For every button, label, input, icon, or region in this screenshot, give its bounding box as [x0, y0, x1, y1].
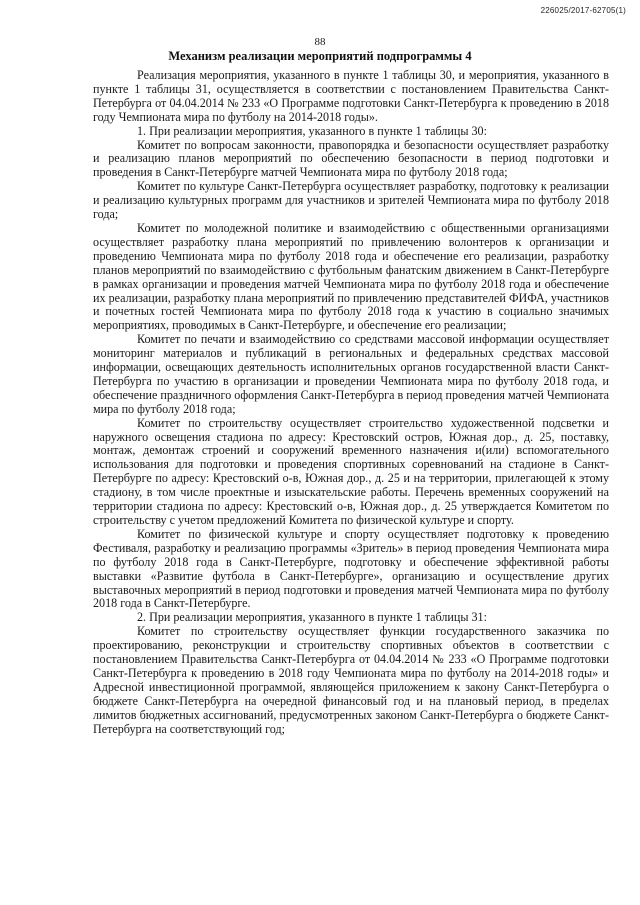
paragraph-construction-committee: Комитет по строительству осуществляет строительство художественной подсветки и наружного освещения стадиона по адресу: Крестовский остров, Южная дор., д. 25, поставку, монтаж, демонтаж строений и сооружений временного назначения и(или) вспомогательного использования для подготовки и проведения спортивных соревнований на стадионе в Санкт-Петербурге по адресу: Крестовский о-в, Южная дор., д. 25 и на территории, прилегающей к этому стадиону, в том числе проектные и изыскательские работы. Перечень временных сооружений на территории стадиона по адресу: Крестовский о-в, Южная дор., д. 25 утверждается Комитетом по строительству с учетом предложений Комитета по физической культуре и спорту. — [93, 415, 609, 527]
paragraph-security-committee: Комитет по вопросам законности, правопорядка и безопасности осуществляет разработку и реализацию планов мероприятий по обеспечению безопасности в период подготовки и проведения в Санкт-Петербурге матчей Чемпионата мира по футболу 2018 года; — [93, 137, 609, 180]
paragraph-youth-committee: Комитет по молодежной политике и взаимодействию с общественными организациями осуществляет разработку плана мероприятий по привлечению волонтеров к организации и проведению Чемпионата мира по футболу 2018 года и обеспечение его реализации, разработку планов мероприятий по взаимодействию с футбольным фанатским движением в Санкт-Петербурге в рамках организации и проведения матчей Чемпионата мира по футболу 2018 года и обеспечение их реализации, разработку плана мероприятий по привлечению представителей ФИФА, участников и почетных гостей Чемпионата мира по футболу 2018 года к участию в социально значимых мероприятиях, проводимых в Санкт-Петербурге, и обеспечение его реализации; — [93, 220, 609, 333]
paragraph-sport-committee: Комитет по физической культуре и спорту осуществляет подготовку к проведению Фестиваля, разработку и реализацию программы «Зритель» в период проведения Чемпионата мира по футболу 2018 года в Санкт-Петербурге, подготовку и обеспечение эффективной работы выставки «Развитие футбола в Санкт-Петербурге», организацию и осуществление других выставочных мероприятий в период подготовки и проведения матчей Чемпионата мира по футболу 2018 года в Санкт-Петербурге. — [93, 526, 609, 611]
paragraph-construction-customer: Комитет по строительству осуществляет функции государственного заказчика по проектированию, реконструкции и строительству спортивных объектов в соответствии с постановлением Правительства Санкт-Петербурга от 04.04.2014 № 233 «О Программе подготовки Санкт-Петербурга к проведению в 2018 году Чемпионата мира по футболу на 2014-2018 годы» и Адресной инвестиционной программой, являющейся приложением к закону Санкт-Петербурга о бюджете Санкт-Петербурга на очередной финансовый год и на плановый период, в пределах лимитов бюджетных ассигнований, предусмотренных законом Санкт-Петербурга о бюджете Санкт-Петербурга на соответствующий год; — [93, 624, 609, 736]
paragraph-item-2-heading: 2. При реализации мероприятия, указанного в пункте 1 таблицы 31: — [137, 610, 487, 625]
document-id: 226025/2017-62705(1) — [540, 6, 626, 15]
page-title: Механизм реализации мероприятий подпрограммы 4 — [168, 49, 472, 63]
paragraph-item-1-heading: 1. При реализации мероприятия, указанного в пункте 1 таблицы 30: — [137, 123, 487, 138]
paragraph-culture-committee: Комитет по культуре Санкт-Петербурга осуществляет разработку, подготовку к реализации и реализацию культурных программ для участников и зрителей Чемпионата мира по футболу 2018 года; — [93, 179, 609, 222]
paragraph-intro: Реализация мероприятия, указанного в пункте 1 таблицы 30, и мероприятия, указанного в пункте 1 таблицы 31, осуществляется в соответствии с постановлением Правительства Санкт-Петербурга от 04.04.2014 № 233 «О Программе подготовки Санкт-Петербурга к проведению в 2018 году Чемпионата мира по футболу на 2014-2018 годы». — [93, 68, 609, 124]
paragraph-press-committee: Комитет по печати и взаимодействию со средствами массовой информации осуществляет мониторинг материалов и публикаций в региональных и федеральных средствах массовой информации, освещающих деятельность исполнительных органов государственной власти Санкт-Петербурга по участию в организации и проведении Чемпионата мира по футболу 2018 года, и обеспечение праздничного оформления Санкт-Петербурга в период проведения матчей Чемпионата мира по футболу 2018 года; — [93, 332, 610, 416]
body-text — [93, 69, 609, 737]
page-number: 88 — [314, 36, 326, 48]
